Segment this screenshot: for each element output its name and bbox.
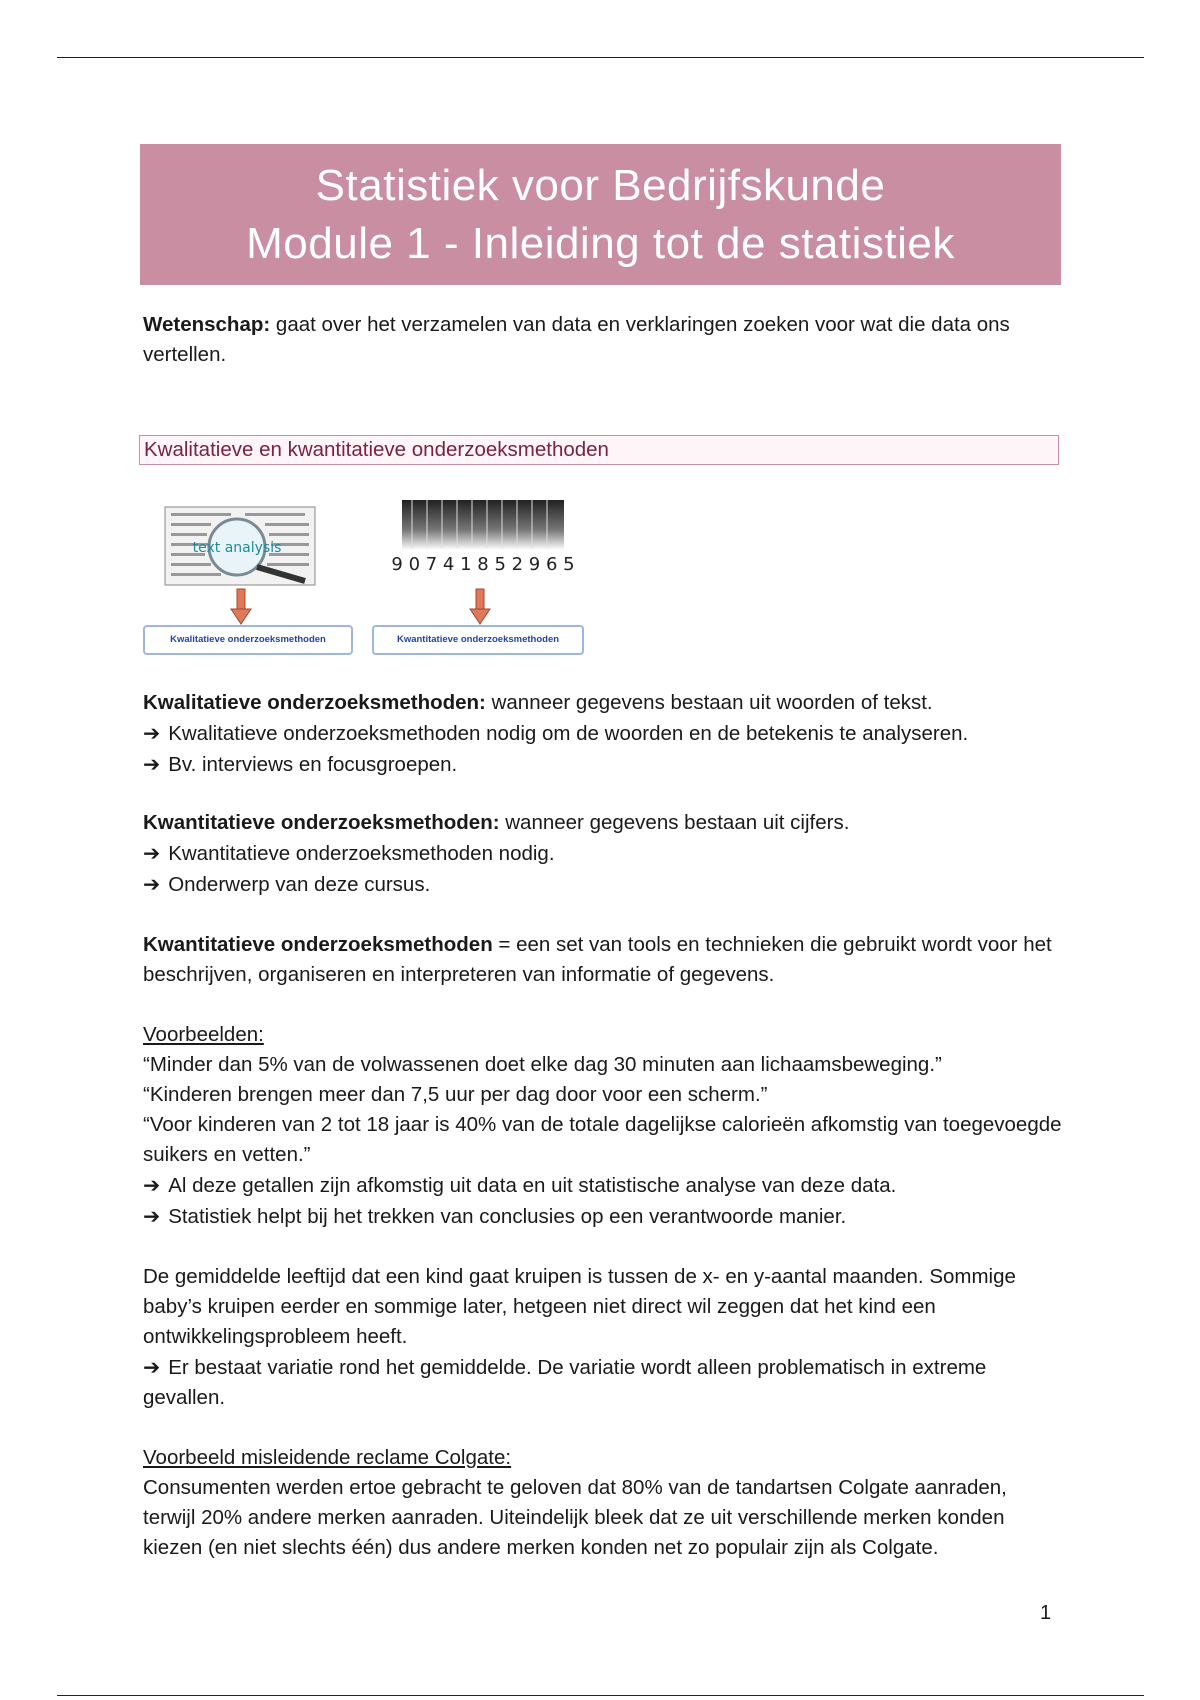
right-arrow-icon: ➔	[143, 1204, 161, 1228]
title-banner	[140, 144, 1061, 285]
quantitative-bullet-2	[143, 869, 1063, 900]
intro-block	[143, 310, 1063, 370]
right-arrow-icon: ➔	[143, 752, 161, 776]
numbers-image	[391, 500, 575, 584]
quantitative-bullet-1	[143, 838, 1063, 869]
down-arrow-icon	[470, 589, 490, 625]
text-analysis-image	[165, 507, 315, 585]
qualitative-term: Kwalitatieve onderzoeksmethoden:	[143, 691, 486, 714]
qualitative-bullet-1	[143, 718, 1063, 749]
right-arrow-icon: ➔	[143, 841, 161, 865]
definition-text: = een set van tools en technieken die gebruikt wordt voor het beschrijven, organiseren en interpreteren van informatie of gegevens.	[143, 933, 1052, 986]
right-arrow-icon: ➔	[143, 1355, 161, 1379]
example-quote-2: “Kinderen brengen meer dan 7,5 uur per dag door voor een scherm.”	[143, 1083, 768, 1106]
quantitative-label: Kwantitatieve onderzoeksmethoden	[372, 625, 584, 655]
qualitative-figure	[143, 495, 373, 665]
spacer	[143, 1413, 1063, 1443]
bullet-text: Er bestaat variatie rond het gemiddelde. De variatie wordt alleen problematisch in extreme gevallen.	[143, 1356, 987, 1409]
top-rule	[57, 57, 1144, 58]
bullet-text: Onderwerp van deze cursus.	[168, 873, 431, 896]
body-text	[143, 688, 1063, 1563]
intro-paragraph	[143, 310, 1063, 370]
spacer	[143, 900, 1063, 930]
examples-bullet-1	[143, 1170, 1063, 1201]
title-line-1: Statistiek voor Bedrijfskunde	[315, 160, 886, 210]
section-heading: Kwalitatieve en kwantitatieve onderzoeksmethoden	[139, 435, 1059, 465]
title-line-2: Module 1 - Inleiding tot de statistiek	[246, 218, 955, 268]
down-arrow-icon	[231, 589, 251, 625]
qualitative-label: Kwalitatieve onderzoeksmethoden	[143, 625, 353, 655]
bullet-text: Statistiek helpt bij het trekken van conclusies op een verantwoorde manier.	[168, 1205, 847, 1228]
right-arrow-icon: ➔	[143, 721, 161, 745]
bullet-text: Bv. interviews en focusgroepen.	[168, 753, 458, 776]
numbers-caption: 9 0 7 4 1 8 5 2 9 6 5	[391, 554, 575, 575]
quantitative-figure	[370, 495, 600, 665]
text-analysis-caption: text analysis	[192, 540, 282, 556]
spacer	[143, 1232, 1063, 1262]
bullet-text: Kwantitatieve onderzoeksmethoden nodig.	[168, 842, 555, 865]
spacer	[143, 780, 1063, 808]
qualitative-bullet-2	[143, 749, 1063, 780]
variation-paragraph: De gemiddelde leeftijd dat een kind gaat kruipen is tussen de x- en y-aantal maanden. Sommige baby’s kruipen eerder en sommige later, hetgeen niet direct wil zeggen dat het kind een ontwikkelingsprobleem heeft.	[143, 1265, 1016, 1348]
quantitative-paragraph	[143, 808, 1063, 838]
qualitative-paragraph	[143, 688, 1063, 718]
qualitative-text: wanneer gegevens bestaan uit woorden of tekst.	[485, 691, 933, 714]
intro-text: gaat over het verzamelen van data en verklaringen zoeken voor wat die data ons vertellen.	[143, 313, 1010, 366]
colgate-paragraph: Consumenten werden ertoe gebracht te geloven dat 80% van de tandartsen Colgate aanraden, terwijl 20% andere merken aanraden. Uiteindelijk bleek dat ze uit verschillende merken konden kiezen (en niet slechts één) dus andere merken konden net zo populair zijn als Colgate.	[143, 1476, 1007, 1559]
intro-term: Wetenschap:	[143, 313, 271, 336]
right-arrow-icon: ➔	[143, 1173, 161, 1197]
variation-bullet	[143, 1352, 1063, 1413]
example-quote-1: “Minder dan 5% van de volwassenen doet elke dag 30 minuten aan lichaamsbeweging.”	[143, 1053, 942, 1076]
definition-term: Kwantitatieve onderzoeksmethoden	[143, 933, 493, 956]
examples-heading: Voorbeelden:	[143, 1023, 264, 1046]
spacer	[143, 990, 1063, 1020]
page-number: 1	[1040, 1602, 1052, 1624]
definition-paragraph	[143, 930, 1063, 990]
colgate-heading: Voorbeeld misleidende reclame Colgate:	[143, 1446, 512, 1469]
right-arrow-icon: ➔	[143, 872, 161, 896]
quantitative-text: wanneer gegevens bestaan uit cijfers.	[499, 811, 850, 834]
bullet-text: Al deze getallen zijn afkomstig uit data en uit statistische analyse van deze data.	[168, 1174, 897, 1197]
bottom-rule	[57, 1695, 1144, 1696]
bullet-text: Kwalitatieve onderzoeksmethoden nodig om de woorden en de betekenis te analyseren.	[168, 722, 969, 745]
example-quote-3: “Voor kinderen van 2 tot 18 jaar is 40% van de totale dagelijkse calorieën afkomstig van toegevoegde suikers en vetten.”	[143, 1113, 1062, 1166]
examples-bullet-2	[143, 1201, 1063, 1232]
quantitative-term: Kwantitatieve onderzoeksmethoden:	[143, 811, 500, 834]
